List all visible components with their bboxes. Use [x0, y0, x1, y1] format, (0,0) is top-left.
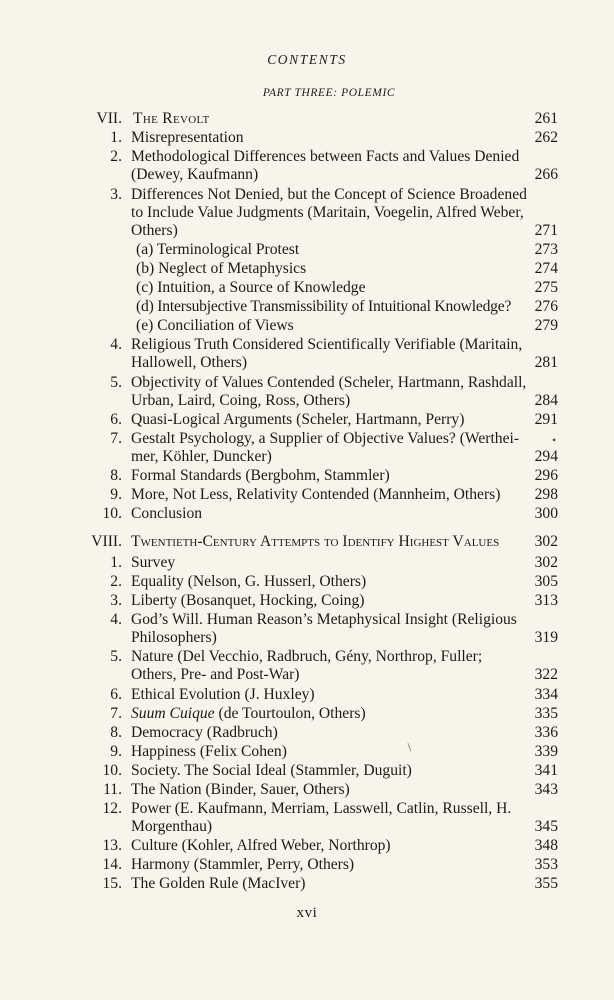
entry-number: 4. [110, 611, 122, 628]
italic-term: Suum Cuique [131, 705, 215, 722]
toc-subentry: (c) Intuition, a Source of Knowledge [136, 279, 366, 296]
entry-number: 3. [110, 186, 122, 203]
entry-number: 5. [110, 374, 122, 391]
toc-entry [131, 705, 366, 723]
toc-entry: Survey [131, 554, 176, 571]
entry-number: 1. [110, 129, 122, 146]
entry-number: 3. [110, 592, 122, 609]
page-ref: 348 [534, 837, 558, 854]
toc-entry-cont: (Dewey, Kaufmann) [131, 166, 259, 183]
page-ref: 343 [534, 781, 558, 798]
toc-entry: Gestalt Psychology, a Supplier of Objective Values? (Werthei- [131, 430, 520, 447]
toc-entry: Equality (Nelson, G. Husserl, Others) [131, 573, 367, 590]
page-ref: 341 [534, 762, 558, 779]
toc-entry-cont: mer, Köhler, Duncker) [131, 448, 272, 465]
entry-number: 15. [102, 875, 122, 892]
toc-entry: Power (E. Kaufmann, Merriam, Lasswell, Catlin, Russell, H. [131, 800, 512, 817]
toc-entry-cont: Morgenthau) [131, 818, 213, 835]
entry-number: 1. [110, 554, 122, 571]
toc-entry: Nature (Del Vecchio, Radbruch, Gény, Northrop, Fuller; [131, 648, 483, 665]
page-ref: 300 [534, 505, 558, 522]
entry-number: 9. [110, 486, 122, 503]
page-ref: 262 [534, 129, 558, 146]
entry-number: 7. [110, 705, 122, 722]
page-ref: 274 [534, 260, 558, 277]
entry-number: 2. [110, 148, 122, 165]
page-ref: 275 [534, 279, 558, 296]
page-ref: 345 [534, 818, 558, 835]
toc-entry: More, Not Less, Relativity Contended (Mannheim, Others) [131, 486, 501, 503]
toc-entry: Culture (Kohler, Alfred Weber, Northrop) [131, 837, 391, 854]
entry-number: 6. [110, 411, 122, 428]
toc-entry: Democracy (Radbruch) [131, 724, 278, 741]
page-ref: 305 [534, 573, 558, 590]
page-ref: 313 [534, 592, 558, 609]
toc-subentry: (d) Intersubjective Transmissibility of Intuitional Knowledge? [136, 298, 512, 315]
entry-number: 5. [110, 648, 122, 665]
toc-entry: Quasi-Logical Arguments (Scheler, Hartmann, Perry) [131, 411, 465, 428]
page-ref: 294 [534, 448, 558, 465]
page-ref: 273 [534, 241, 558, 258]
toc-entry: Harmony (Stammler, Perry, Others) [131, 856, 355, 873]
page-ref: 339 [534, 743, 558, 760]
toc-entry: Objectivity of Values Contended (Scheler, Hartmann, Rashdall, [131, 374, 527, 391]
toc-entry-cont: Hallowell, Others) [131, 354, 248, 371]
toc-entry: Liberty (Bosanquet, Hocking, Coing) [131, 592, 365, 609]
page-ref: 296 [534, 467, 558, 484]
toc-entry: Differences Not Denied, but the Concept of Science Broadened [131, 186, 527, 203]
toc-entry-cont: Philosophers) [131, 629, 217, 646]
entry-number: 9. [110, 743, 122, 760]
page-ref: 334 [534, 686, 558, 703]
toc-entry: The Nation (Binder, Sauer, Others) [131, 781, 350, 798]
chapter-number: VIII. [91, 533, 122, 550]
page-ref: 298 [534, 486, 558, 503]
page-ref: 271 [534, 222, 558, 239]
toc-entry-cont: Urban, Laird, Coing, Ross, Others) [131, 392, 351, 409]
page-number: xvi [296, 905, 318, 921]
toc-entry: Ethical Evolution (J. Huxley) [131, 686, 315, 703]
entry-number: 8. [110, 724, 122, 741]
page-ref: 336 [534, 724, 558, 741]
entry-number: 6. [110, 686, 122, 703]
part-heading: PART THREE: POLEMIC [262, 87, 396, 99]
chapter-title: Twentieth-Century Attempts to Identify Highest Values [131, 533, 500, 550]
toc-entry: Happiness (Felix Cohen) [131, 743, 287, 760]
toc-entry: Misrepresentation [131, 129, 244, 146]
entry-number: 14. [102, 856, 122, 873]
entry-number: 8. [110, 467, 122, 484]
entry-number: 10. [102, 762, 122, 779]
entry-rest: (de Tourtoulon, Others) [214, 705, 366, 722]
toc-entry-cont: Others, Pre- and Post-War) [131, 666, 300, 683]
entry-number: 7. [110, 430, 122, 447]
page-ref: 319 [534, 629, 558, 646]
entry-number: 12. [102, 800, 122, 817]
page-ref: 335 [534, 705, 558, 722]
toc-subentry: (e) Conciliation of Views [136, 317, 294, 334]
entry-number: 2. [110, 573, 122, 590]
page-ref: 355 [534, 875, 558, 892]
margin-mark: • [552, 433, 557, 447]
chapter-title: The Revolt [133, 110, 210, 127]
page-ref: 302 [534, 533, 558, 550]
toc-entry-cont: to Include Value Judgments (Maritain, Voegelin, Alfred Weber, [131, 204, 524, 221]
toc-entry: Methodological Differences between Facts and Values Denied [131, 148, 520, 165]
entry-number: 4. [110, 336, 122, 353]
pencil-mark: / [403, 740, 416, 754]
toc-entry: Conclusion [131, 505, 203, 522]
page-ref: 276 [534, 298, 558, 315]
page-ref: 291 [534, 411, 558, 428]
toc-entry: Religious Truth Considered Scientifically Verifiable (Maritain, [131, 336, 523, 353]
page-ref: 281 [534, 354, 558, 371]
page-ref: 261 [534, 110, 558, 127]
page-ref: 279 [534, 317, 558, 334]
toc-entry: God’s Will. Human Reason’s Metaphysical Insight (Religious [131, 611, 517, 628]
page-heading: CONTENTS [267, 52, 347, 67]
toc-entry: The Golden Rule (MacIver) [131, 875, 306, 892]
entry-number: 11. [103, 781, 122, 798]
page-ref: 284 [534, 392, 558, 409]
page-ref: 322 [534, 666, 558, 683]
entry-number: 10. [102, 505, 122, 522]
toc-entry-cont: Others) [131, 222, 178, 239]
chapter-number: VII. [96, 110, 122, 127]
toc-subentry: (b) Neglect of Metaphysics [136, 260, 307, 277]
page-ref: 266 [534, 166, 558, 183]
entry-number: 13. [102, 837, 122, 854]
toc-subentry: (a) Terminological Protest [136, 241, 300, 258]
toc-entry: Formal Standards (Bergbohm, Stammler) [131, 467, 390, 484]
page-ref: 353 [534, 856, 558, 873]
toc-entry: Society. The Social Ideal (Stammler, Duguit) [131, 762, 412, 779]
page-ref: 302 [534, 554, 558, 571]
